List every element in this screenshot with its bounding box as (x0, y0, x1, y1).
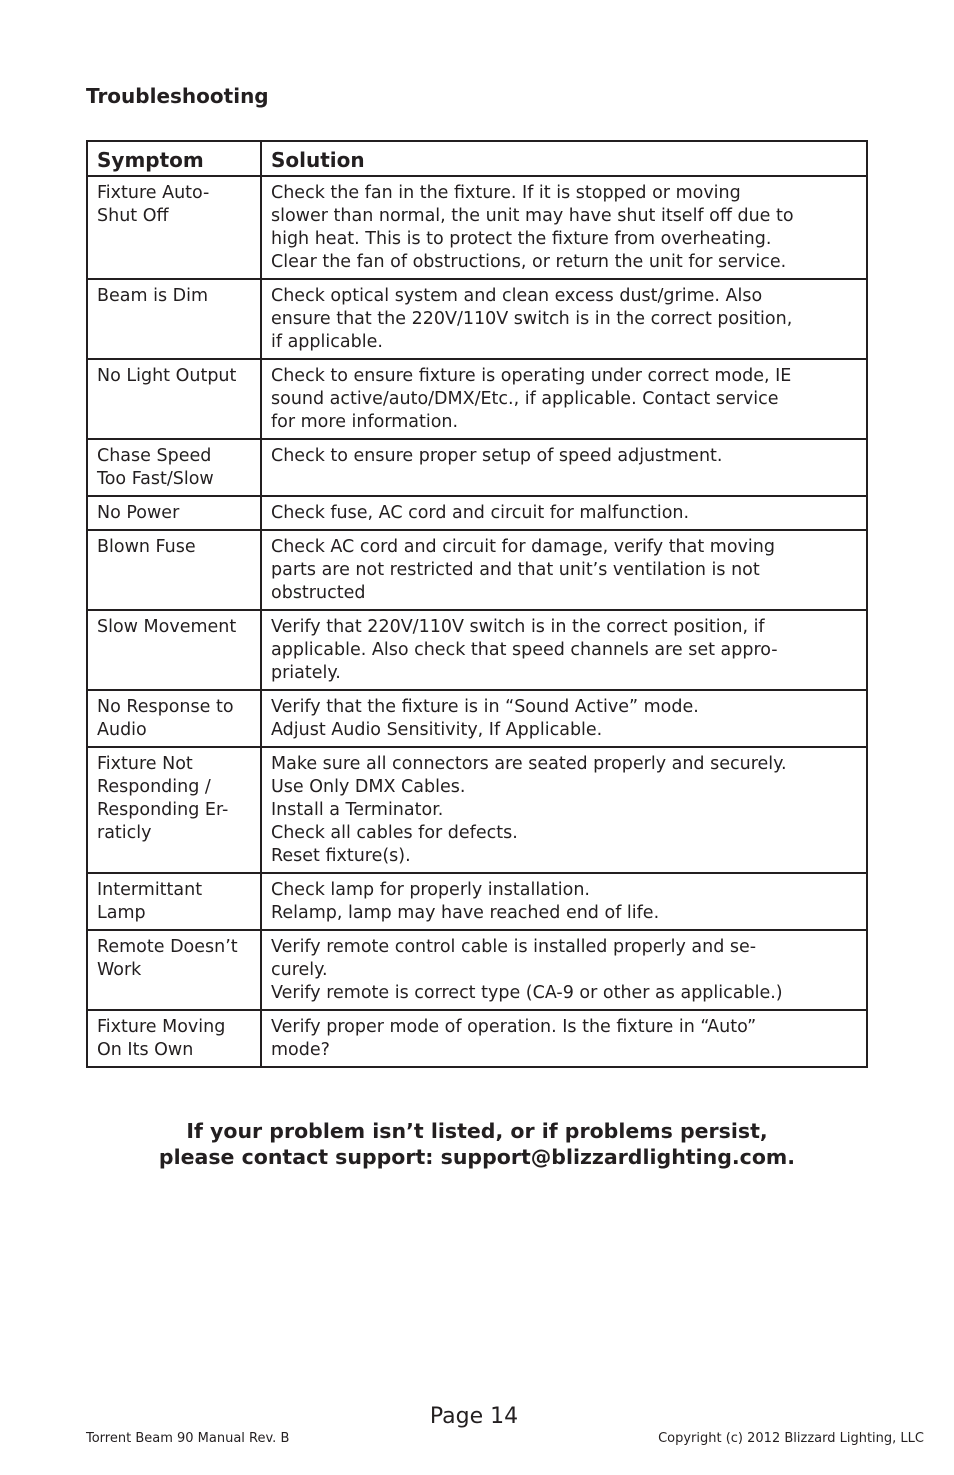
table-row (87, 359, 867, 439)
solution-cell: Check lamp for properly installation. Relamp, lamp may have reached end of life. (261, 873, 867, 930)
table-row (87, 1010, 867, 1067)
symptom-cell: Fixture Auto- Shut Off (87, 176, 261, 279)
solution-cell: Verify that 220V/110V switch is in the correct position, if applicable. Also check that speed channels are set appro- priately. (261, 610, 867, 690)
table-row (87, 690, 867, 747)
table-row (87, 279, 867, 359)
symptom-cell: Fixture Moving On Its Own (87, 1010, 261, 1067)
footer-manual-title: Torrent Beam 90 Manual Rev. B (86, 1431, 290, 1446)
symptom-cell: Chase Speed Too Fast/Slow (87, 439, 261, 496)
symptom-cell: No Response to Audio (87, 690, 261, 747)
solution-cell: Check to ensure fixture is operating under correct mode, IE sound active/auto/DMX/Etc., if applicable. Contact service for more information. (261, 359, 867, 439)
symptom-cell: Fixture Not Responding / Responding Er- raticly (87, 747, 261, 873)
table-row (87, 176, 867, 279)
table-row (87, 439, 867, 496)
solution-cell: Check fuse, AC cord and circuit for malfunction. (261, 496, 867, 530)
table-row (87, 747, 867, 873)
symptom-cell: Intermittant Lamp (87, 873, 261, 930)
footer-copyright: Copyright (c) 2012 Blizzard Lighting, LLC (658, 1431, 924, 1446)
solution-cell: Verify proper mode of operation. Is the fixture in “Auto” mode? (261, 1010, 867, 1067)
table-row (87, 930, 867, 1010)
solution-cell: Verify that the fixture is in “Sound Active” mode. Adjust Audio Sensitivity, If Applicable. (261, 690, 867, 747)
symptom-cell: Beam is Dim (87, 279, 261, 359)
symptom-cell: Blown Fuse (87, 530, 261, 610)
page-title: Troubleshooting (86, 84, 269, 108)
table-row (87, 530, 867, 610)
solution-cell: Check the fan in the fixture. If it is stopped or moving slower than normal, the unit may have shut itself off due to high heat. This is to protect the fixture from overheating. Clear the fan of obstructions, or return the unit for service. (261, 176, 867, 279)
column-header-symptom: Symptom (87, 141, 261, 176)
solution-cell: Verify remote control cable is installed properly and se- curely. Verify remote is correct type (CA-9 or other as applicable.) (261, 930, 867, 1010)
table-header-row (87, 141, 867, 176)
solution-cell: Check optical system and clean excess dust/grime. Also ensure that the 220V/110V switch is in the correct position, if applicable. (261, 279, 867, 359)
symptom-cell: Slow Movement (87, 610, 261, 690)
support-note-line-1: If your problem isn’t listed, or if problems persist, (186, 1119, 768, 1143)
table-row (87, 873, 867, 930)
symptom-cell: No Power (87, 496, 261, 530)
column-header-solution: Solution (261, 141, 867, 176)
support-contact-note (0, 1118, 954, 1170)
solution-cell: Check to ensure proper setup of speed adjustment. (261, 439, 867, 496)
support-note-line-2: please contact support: support@blizzardlighting.com. (158, 1145, 796, 1169)
table-row (87, 610, 867, 690)
symptom-cell: No Light Output (87, 359, 261, 439)
solution-cell: Check AC cord and circuit for damage, verify that moving parts are not restricted and that unit’s ventilation is not obstructed (261, 530, 867, 610)
symptom-cell: Remote Doesn’t Work (87, 930, 261, 1010)
page-number: Page 14 (429, 1404, 519, 1429)
troubleshooting-table (86, 140, 868, 1068)
solution-cell: Make sure all connectors are seated properly and securely. Use Only DMX Cables. Install a Terminator. Check all cables for defects. Reset fixture(s). (261, 747, 867, 873)
table-row (87, 496, 867, 530)
